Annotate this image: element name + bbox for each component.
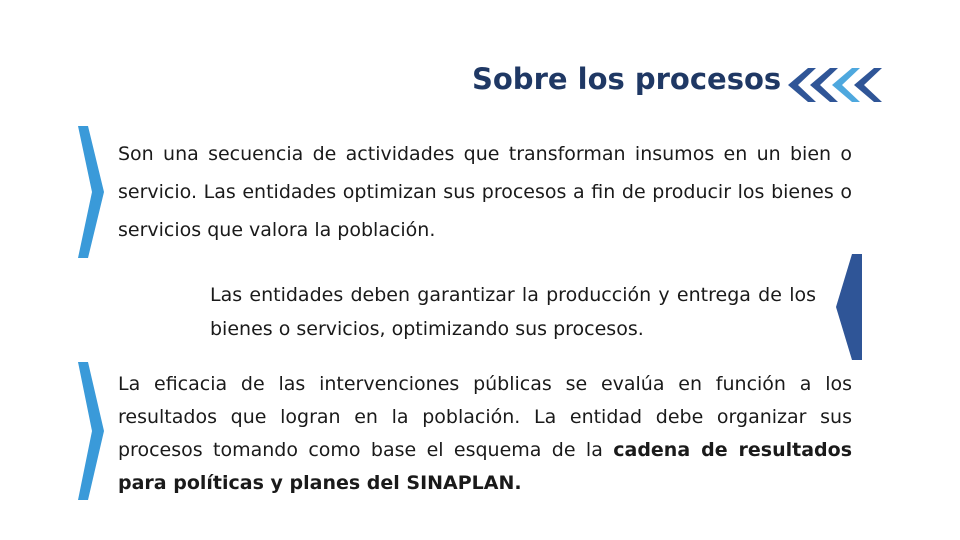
chevron-4 [854,68,882,102]
paragraph-efficacy-bold: cadena de resultados para políticas y planes del SINAPLAN. [118,439,853,494]
chevron-left-marker-icon [836,254,862,360]
page-title: Sobre los procesos [472,62,782,96]
chevron-right-marker-icon [78,362,104,500]
paragraph-efficacy-text: La eficacia de las intervenciones públicas se evalúa en función a los resultados que logran en la población. La entidad debe organizar sus procesos tomando como base el esquema de la [118,373,852,461]
paragraph-definition: Son una secuencia de actividades que transforman insumos en un bien o servicio. Las entidades optimizan sus procesos a fin de producir los bienes o servicios que valora la población. [118,143,852,241]
paragraph-guarantee: Las entidades deben garantizar la producción y entrega de los bienes o servicios, optimizando sus procesos. [210,284,816,340]
chevron-right-marker-icon [78,126,104,258]
chevron-left-arrows-icon [782,68,892,102]
paragraph-efficacy [118,368,852,500]
